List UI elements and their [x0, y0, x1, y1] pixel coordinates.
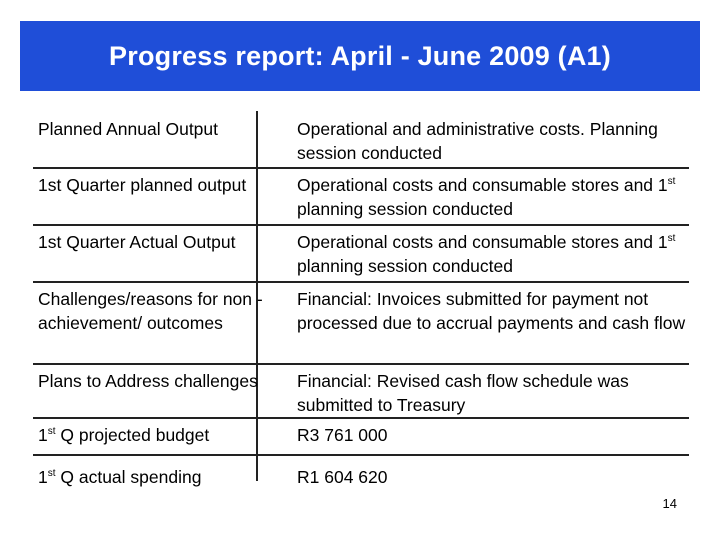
slide-title: Progress report: April - June 2009 (A1) — [109, 40, 611, 71]
progress-table — [33, 111, 689, 496]
row-label: 1st Q projected budget — [38, 425, 210, 445]
row-value: Operational and administrative costs. Planning session conducted — [297, 119, 658, 163]
row-value: Operational costs and consumable stores and 1st planning session conducted — [297, 232, 676, 276]
row-label: 1st Quarter planned output — [38, 175, 247, 195]
row-label: Planned Annual Output — [38, 119, 219, 139]
row-value: Financial: Invoices submitted for payment not processed due to accrual payments and cash flow — [297, 289, 686, 333]
table-row — [33, 226, 689, 283]
table-row — [33, 365, 689, 419]
row-value: Financial: Revised cash flow schedule was submitted to Treasury — [297, 371, 629, 415]
table-row — [33, 111, 689, 169]
row-value: R1 604 620 — [297, 467, 388, 487]
row-label: 1st Quarter Actual Output — [38, 232, 236, 252]
table-row — [33, 283, 689, 365]
row-label: Challenges/reasons for non -achievement/ outcomes — [38, 289, 263, 333]
row-value: R3 761 000 — [297, 425, 388, 445]
row-label: Plans to Address challenges — [38, 371, 258, 391]
row-value: Operational costs and consumable stores and 1st planning session conducted — [297, 175, 676, 219]
table-row — [33, 419, 689, 456]
page-number: 14 — [662, 496, 677, 511]
table-row — [33, 456, 689, 496]
title-bar — [20, 21, 700, 91]
table-row — [33, 169, 689, 226]
row-label: 1st Q actual spending — [38, 467, 202, 487]
